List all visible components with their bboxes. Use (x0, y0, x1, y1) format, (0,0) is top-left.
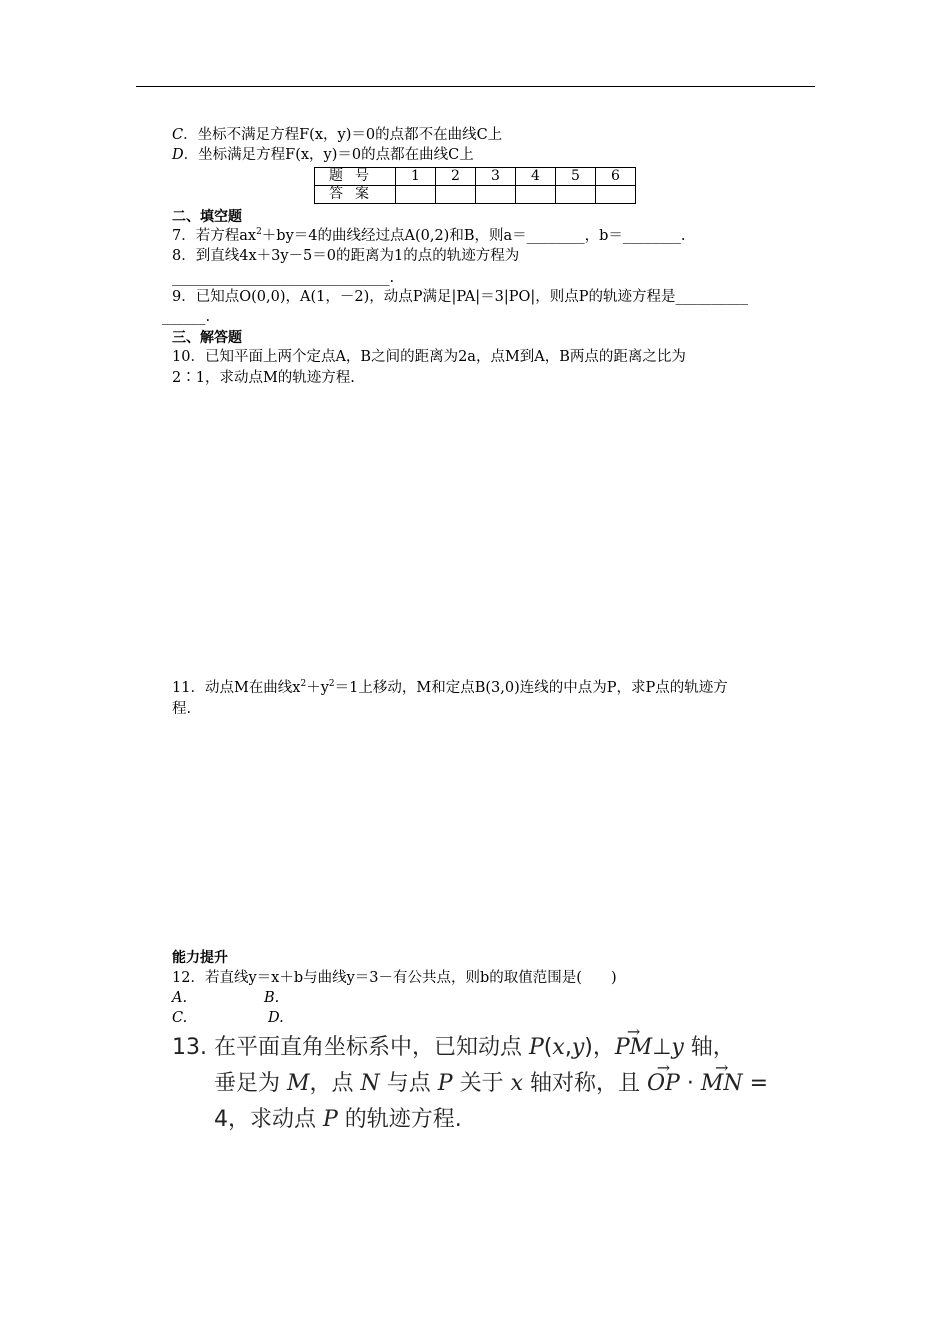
q11-part-1: 11．动点M在曲线x (172, 680, 301, 696)
q13-paren-open: ( (543, 1035, 553, 1060)
question-7 (172, 227, 686, 245)
answer-cell-6[interactable] (596, 186, 636, 204)
answer-table (314, 167, 636, 204)
q13-text-2c: 与点 (379, 1071, 438, 1096)
section3-heading: 三、解答题 (172, 330, 242, 346)
ability-heading: 能力提升 (172, 950, 228, 966)
q13-line-2 (172, 1066, 768, 1102)
q13-y: y (571, 1035, 585, 1060)
answer-cell-1[interactable] (396, 186, 436, 204)
option-d-text: ．坐标满足方程F(x，y)＝0的点都在曲线C上 (183, 147, 474, 163)
q13-dot: · (679, 1071, 701, 1096)
answer-table-number-6: 6 (596, 168, 636, 186)
question-13-image (172, 1030, 768, 1138)
q12-option-b: B. (264, 990, 280, 1006)
q13-line-3 (172, 1102, 768, 1138)
q7-part-a: 7．若方程ax (172, 228, 257, 244)
q12-option-a: A. (172, 990, 188, 1006)
q11-part-2: ＋y (306, 680, 329, 696)
answer-table-label-answer: 答案 (315, 186, 396, 204)
answer-table-number-1: 1 (396, 168, 436, 186)
q13-x-axis: x (510, 1071, 524, 1096)
option-c (172, 126, 502, 144)
option-d-label: D (172, 147, 184, 163)
q7-superscript: 2 (256, 227, 262, 238)
question-10: 10．已知平面上两个定点A，B之间的距离为2a，点M到A，B两点的距离之比为 (172, 349, 686, 365)
q13-comma: , (564, 1035, 572, 1060)
answer-table-row-answer (315, 186, 636, 204)
q13-text-3a: 4，求动点 (214, 1107, 323, 1132)
q13-m: M (287, 1071, 310, 1096)
q13-text-2b: ，点 (309, 1071, 361, 1096)
q13-vector-pm: → PM (615, 1030, 652, 1066)
answer-table-number-4: 4 (516, 168, 556, 186)
q13-text-axis: 轴， (683, 1035, 735, 1060)
option-c-text: ．坐标不满足方程F(x，y)＝0的点都不在曲线C上 (183, 127, 503, 143)
question-11-cont: 程. (172, 701, 192, 717)
q13-p3: P (323, 1107, 338, 1132)
header-rule (136, 86, 815, 87)
answer-table-row-number (315, 168, 636, 186)
answer-cell-3[interactable] (476, 186, 516, 204)
q11-sup-1: 2 (300, 679, 307, 690)
question-8-blank: ______________________________. (172, 270, 395, 286)
answer-cell-5[interactable] (556, 186, 596, 204)
q13-text-2a: 垂足为 (214, 1071, 287, 1096)
q13-p: P (528, 1035, 544, 1060)
q13-equals: = (742, 1071, 769, 1096)
answer-table-number-3: 3 (476, 168, 516, 186)
question-8: 8．到直线4x＋3y－5＝0的距离为1的点的轨迹方程为 (172, 248, 520, 264)
question-11 (172, 679, 728, 697)
answer-table-label-number: 题号 (315, 168, 396, 186)
option-c-label: C (172, 127, 184, 143)
q13-text-1: 13. 在平面直角坐标系中，已知动点 (172, 1035, 529, 1060)
q7-part-b: ＋by＝4的曲线经过点A(0,2)和B，则a＝________，b＝________. (261, 228, 686, 244)
question-12: 12．若直线y＝x＋b与曲线y＝3－有公共点，则b的取值范围是( ) (172, 970, 617, 986)
q13-text-2e: 轴对称，且 (523, 1071, 648, 1096)
q13-p2: P (437, 1071, 453, 1096)
q13-text-2d: 关于 (452, 1071, 511, 1096)
q13-paren-close: )， (584, 1035, 615, 1060)
question-10-cont: 2∶1，求动点M的轨迹方程. (172, 370, 355, 386)
q13-n: N (360, 1071, 380, 1096)
q13-text-3b: 的轨迹方程. (337, 1107, 462, 1132)
q13-perp: ⊥ (652, 1035, 672, 1060)
option-d (172, 146, 474, 164)
question-9-blank: ______. (162, 309, 211, 325)
answer-table-number-5: 5 (556, 168, 596, 186)
q11-sup-2: 2 (328, 679, 335, 690)
answer-cell-2[interactable] (436, 186, 476, 204)
answer-table-number-2: 2 (436, 168, 476, 186)
q13-vector-mn: → MN (701, 1066, 743, 1102)
q11-part-3: ＝1上移动，M和定点B(3,0)连线的中点为P，求P点的轨迹方 (334, 680, 728, 696)
q13-vector-op: → OP (647, 1066, 680, 1102)
q12-option-d: D. (268, 1010, 284, 1026)
q13-y-axis: y (671, 1035, 684, 1060)
section2-heading: 二、填空题 (172, 209, 242, 225)
q13-x: x (552, 1035, 565, 1060)
q12-option-c: C. (172, 1010, 188, 1026)
answer-cell-4[interactable] (516, 186, 556, 204)
question-9: 9．已知点O(0,0)，A(1，－2)，动点P满足|PA|＝3|PO|，则点P的轨迹方程是__________ (172, 289, 749, 305)
